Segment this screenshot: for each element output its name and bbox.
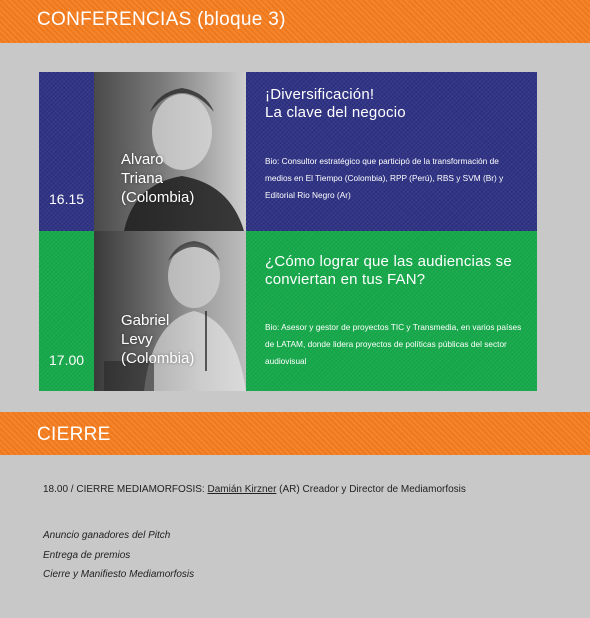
speaker-bio: Bio: Asesor y gestor de proyectos TIC y Transmedia, en varios países de LATAM, donde lidera proyectos de políticas públicas del sector audiovisual [265, 322, 522, 366]
speaker-bio: Bio: Consultor estratégico que participó de la transformación de medios en El Tiempo (Colombia), RPP (Perú), RBS y SVM (Br) y Editorial Rio Negro (Ar) [265, 156, 504, 200]
section-header-conferencias [0, 0, 590, 43]
closing-suffix: (AR) Creador y Director de Mediamorfosis [276, 484, 466, 495]
talk-title: ¿Cómo lograr que las audiencias se conviertan en tus FAN? [265, 253, 512, 288]
section-title: CONFERENCIAS (bloque 3) [37, 9, 286, 30]
talk-card-triana [39, 72, 537, 231]
speaker-name: Alvaro Triana (Colombia) [121, 151, 195, 206]
speaker-name: Gabriel Levy (Colombia) [121, 312, 195, 367]
list-item: Cierre y Manifiesto Mediamorfosis [43, 569, 195, 580]
section-header-cierre [0, 412, 590, 455]
talk-title: ¡Diversificación! La clave del negocio [265, 86, 406, 121]
talk-card-levy [39, 231, 537, 391]
talk-time: 17.00 [49, 352, 85, 368]
talk-time: 16.15 [49, 191, 85, 207]
director-link[interactable]: Damián Kirzner [207, 484, 277, 495]
section-title: CIERRE [37, 424, 111, 445]
closing-items [43, 526, 194, 585]
list-item: Anuncio ganadores del Pitch [43, 530, 171, 541]
list-item: Entrega de premios [43, 549, 131, 561]
closing-prefix: 18.00 / CIERRE MEDIAMORFOSIS: [43, 484, 208, 495]
closing-line [43, 484, 466, 495]
